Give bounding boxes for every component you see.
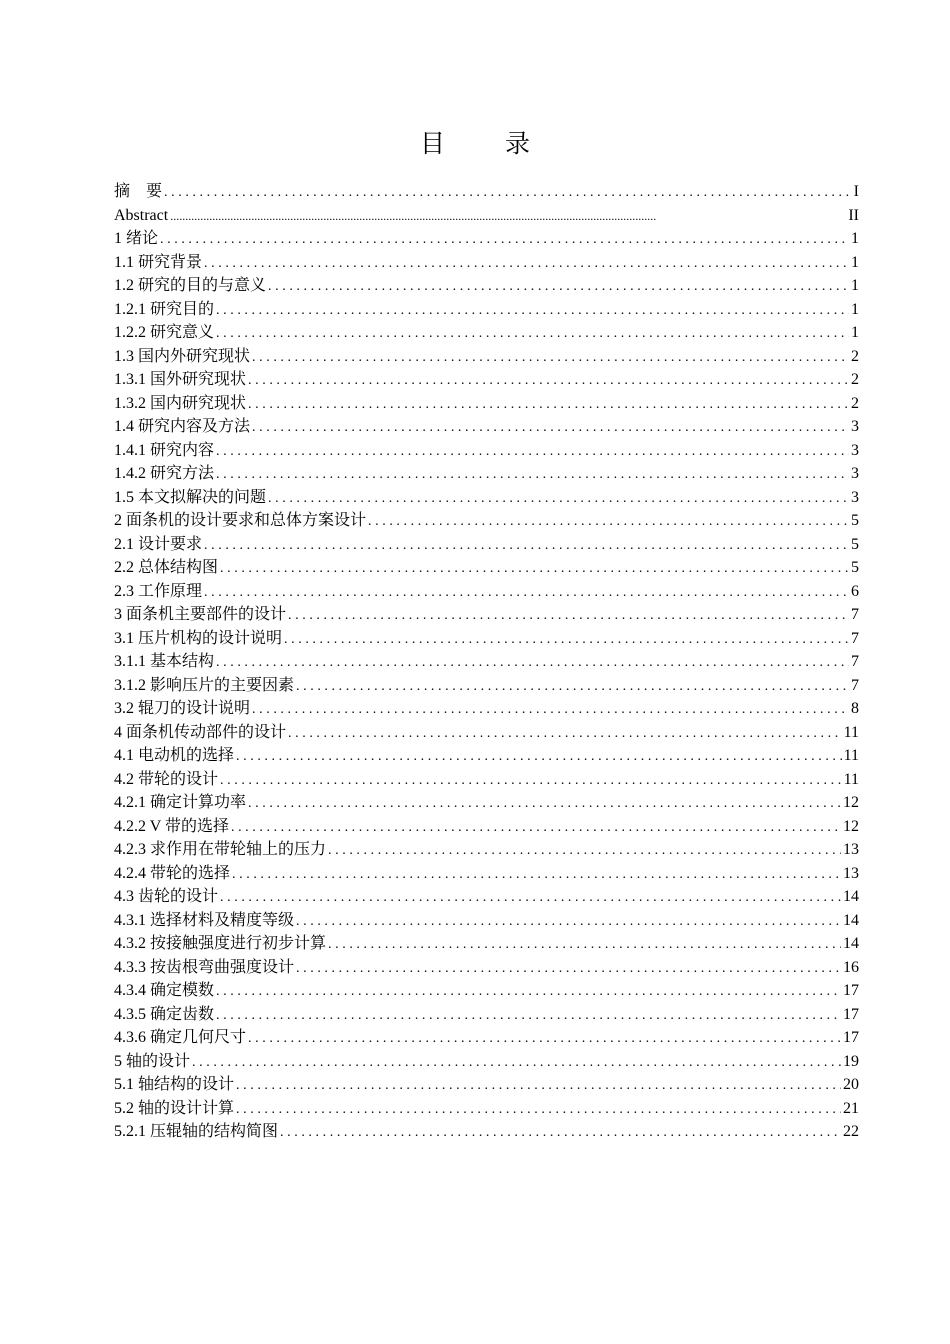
toc-entry-page-number: 5 — [851, 535, 859, 553]
toc-leader-dots — [268, 275, 849, 299]
toc-entry-label: 4 面条机传动部件的设计 — [114, 723, 287, 741]
toc-leader-dots — [284, 628, 849, 652]
toc-leader-dots — [204, 581, 849, 605]
toc-leader-dots — [216, 440, 849, 464]
toc-entry-label: 4.2.2 V 带的选择 — [114, 817, 229, 835]
toc-entry[interactable] — [114, 838, 859, 862]
toc-leader-dots — [232, 863, 841, 887]
table-of-contents — [114, 180, 859, 1144]
toc-leader-dots — [328, 933, 841, 957]
toc-entry-label: 1.5 本文拟解决的问题 — [114, 488, 267, 506]
toc-entry-label: 3.1 压片机构的设计说明 — [114, 629, 283, 647]
toc-entry-page-number: 17 — [843, 1005, 859, 1023]
toc-entry-label: 4.3.5 确定齿数 — [114, 1005, 215, 1023]
toc-entry[interactable] — [114, 368, 859, 392]
toc-leader-dots — [236, 745, 842, 769]
toc-entry[interactable] — [114, 1003, 859, 1027]
toc-entry[interactable] — [114, 580, 859, 604]
toc-entry-label: 1.3.1 国外研究现状 — [114, 371, 247, 388]
toc-entry[interactable] — [114, 227, 859, 251]
toc-leader-dots — [216, 980, 841, 1004]
toc-entry[interactable] — [114, 462, 859, 486]
toc-leader-dots — [236, 1098, 841, 1122]
toc-entry[interactable] — [114, 909, 859, 933]
toc-entry-label: 5 轴的设计 — [114, 1052, 191, 1070]
toc-entry-label: 1.3 国内外研究现状 — [114, 347, 251, 365]
toc-entry[interactable] — [114, 650, 859, 674]
toc-entry-label: 1.4.1 研究内容 — [114, 441, 215, 459]
toc-entry[interactable] — [114, 885, 859, 909]
toc-entry-label: 4.2.3 求作用在带轮轴上的压力 — [114, 841, 327, 858]
toc-entry[interactable] — [114, 603, 859, 627]
toc-entry-label: 1 绪论 — [114, 230, 159, 247]
toc-entry-label: 2.1 设计要求 — [114, 535, 203, 553]
toc-entry-label: 4.3.2 按接触强度进行初步计算 — [114, 935, 327, 952]
toc-leader-dots — [204, 252, 849, 276]
toc-entry[interactable] — [114, 627, 859, 651]
toc-entry[interactable] — [114, 697, 859, 721]
toc-leader-dots — [328, 839, 841, 863]
toc-leader-dots — [248, 393, 849, 417]
toc-entry-page-number: 5 — [851, 512, 859, 529]
toc-leader-dots — [268, 487, 849, 511]
toc-leader-dots — [280, 1121, 841, 1145]
toc-entry-label: Abstract — [114, 206, 169, 224]
toc-entry[interactable] — [114, 1097, 859, 1121]
toc-entry[interactable] — [114, 251, 859, 275]
toc-entry-label: 3.1.2 影响压片的主要因素 — [114, 676, 295, 694]
toc-entry-label: 4.1 电动机的选择 — [114, 747, 235, 764]
toc-entry-label: 4.2.4 带轮的选择 — [114, 864, 231, 882]
toc-entry-label: 5.2.1 压辊轴的结构简图 — [114, 1123, 279, 1140]
toc-leader-dots — [296, 910, 841, 934]
toc-entry[interactable] — [114, 768, 859, 792]
toc-entry-label: 摘 要 — [114, 183, 163, 200]
toc-leader-dots — [216, 299, 849, 323]
toc-entry-page-number: 8 — [851, 700, 859, 717]
toc-entry-label: 5.2 轴的设计计算 — [114, 1099, 235, 1117]
toc-entry[interactable] — [114, 1073, 859, 1097]
toc-leader-dots — [296, 675, 849, 699]
toc-entry-label: 5.1 轴结构的设计 — [114, 1076, 235, 1093]
toc-entry[interactable] — [114, 1050, 859, 1074]
toc-entry[interactable] — [114, 979, 859, 1003]
toc-leader-dots — [288, 604, 849, 628]
toc-leader-dots — [220, 886, 841, 910]
toc-entry-page-number: II — [848, 206, 859, 224]
toc-entry-label: 2 面条机的设计要求和总体方案设计 — [114, 512, 367, 529]
toc-entry[interactable] — [114, 345, 859, 369]
toc-entry-page-number: 7 — [851, 629, 859, 647]
toc-entry-page-number: 3 — [851, 465, 859, 482]
toc-leader-dots — [252, 416, 849, 440]
toc-entry-page-number: 7 — [851, 606, 859, 623]
toc-entry[interactable] — [114, 204, 859, 228]
toc-leader-dots — [160, 228, 849, 252]
toc-entry[interactable] — [114, 509, 859, 533]
toc-entry[interactable] — [114, 815, 859, 839]
toc-entry-label: 1.4 研究内容及方法 — [114, 418, 251, 435]
toc-entry-page-number: 14 — [843, 888, 859, 905]
toc-entry-page-number: 2 — [851, 394, 859, 412]
toc-entry-label: 1.4.2 研究方法 — [114, 465, 215, 482]
toc-entry-page-number: 6 — [851, 582, 859, 600]
toc-leader-dots — [220, 557, 849, 581]
toc-entry-label: 2.2 总体结构图 — [114, 559, 219, 576]
toc-leader-dots — [192, 1051, 841, 1075]
toc-entry-label: 4.3 齿轮的设计 — [114, 888, 219, 905]
toc-leader-dots — [220, 769, 842, 793]
toc-entry-label: 4.2 带轮的设计 — [114, 770, 219, 788]
toc-entry-page-number: 2 — [851, 371, 859, 388]
toc-entry[interactable] — [114, 674, 859, 698]
toc-leader-dots — [252, 698, 849, 722]
toc-entry-label: 4.3.4 确定模数 — [114, 982, 215, 999]
toc-leader-dots — [216, 1004, 841, 1028]
toc-entry-page-number: 3 — [851, 418, 859, 435]
toc-entry-label: 4.3.1 选择材料及精度等级 — [114, 911, 295, 929]
toc-leader-dots — [170, 205, 846, 229]
toc-entry[interactable] — [114, 180, 859, 204]
toc-entry-page-number: 22 — [843, 1123, 859, 1140]
toc-entry[interactable] — [114, 415, 859, 439]
toc-entry[interactable] — [114, 274, 859, 298]
toc-leader-dots — [231, 816, 841, 840]
toc-entry[interactable] — [114, 321, 859, 345]
toc-entry-page-number: 12 — [843, 794, 859, 811]
toc-entry-label: 1.3.2 国内研究现状 — [114, 394, 247, 412]
toc-entry-page-number: 21 — [843, 1099, 859, 1117]
page-title: 目 录 — [420, 129, 556, 158]
toc-entry[interactable] — [114, 721, 859, 745]
toc-entry[interactable] — [114, 556, 859, 580]
toc-entry-page-number: 13 — [843, 864, 859, 882]
toc-leader-dots — [296, 957, 841, 981]
toc-entry-label: 4.2.1 确定计算功率 — [114, 794, 247, 811]
toc-entry[interactable] — [114, 486, 859, 510]
toc-entry-page-number: 12 — [843, 817, 859, 835]
toc-entry-label: 4.3.6 确定几何尺寸 — [114, 1029, 247, 1046]
toc-entry[interactable] — [114, 744, 859, 768]
toc-entry-page-number: 2 — [851, 347, 859, 365]
toc-entry-page-number: I — [853, 183, 859, 200]
toc-entry-page-number: 1 — [851, 277, 859, 294]
toc-leader-dots — [236, 1074, 841, 1098]
toc-entry-page-number: 13 — [843, 841, 859, 858]
toc-entry-label: 1.1 研究背景 — [114, 253, 203, 271]
toc-entry[interactable] — [114, 956, 859, 980]
toc-leader-dots — [164, 181, 852, 205]
toc-entry-page-number: 17 — [843, 982, 859, 999]
toc-entry-page-number: 1 — [851, 230, 859, 247]
toc-leader-dots — [288, 722, 842, 746]
toc-entry-page-number: 3 — [851, 488, 859, 506]
toc-leader-dots — [248, 792, 841, 816]
toc-entry-page-number: 5 — [851, 559, 859, 576]
toc-entry-page-number: 11 — [843, 770, 859, 788]
toc-entry-label: 1.2 研究的目的与意义 — [114, 277, 267, 294]
toc-leader-dots — [216, 463, 849, 487]
toc-entry[interactable] — [114, 932, 859, 956]
toc-entry-page-number: 1 — [851, 324, 859, 341]
toc-leader-dots — [248, 1027, 841, 1051]
toc-entry-page-number: 7 — [851, 676, 859, 694]
toc-entry-page-number: 1 — [851, 300, 859, 318]
toc-entry-page-number: 1 — [851, 253, 859, 271]
toc-entry[interactable] — [114, 392, 859, 416]
toc-entry-label: 3.1.1 基本结构 — [114, 653, 215, 670]
toc-entry-label: 4.3.3 按齿根弯曲强度设计 — [114, 958, 295, 976]
toc-entry-page-number: 3 — [851, 441, 859, 459]
toc-leader-dots — [204, 534, 849, 558]
toc-entry[interactable] — [114, 439, 859, 463]
toc-entry-page-number: 14 — [843, 935, 859, 952]
toc-entry-page-number: 17 — [843, 1029, 859, 1046]
toc-leader-dots — [216, 322, 849, 346]
toc-entry[interactable] — [114, 791, 859, 815]
toc-entry[interactable] — [114, 1026, 859, 1050]
toc-entry-label: 3.2 辊刀的设计说明 — [114, 700, 251, 717]
toc-entry-page-number: 14 — [843, 911, 859, 929]
toc-leader-dots — [252, 346, 849, 370]
toc-leader-dots — [368, 510, 849, 534]
toc-entry-label: 2.3 工作原理 — [114, 582, 203, 600]
toc-leader-dots — [216, 651, 849, 675]
toc-entry-page-number: 19 — [843, 1052, 859, 1070]
toc-entry-label: 3 面条机主要部件的设计 — [114, 606, 287, 623]
toc-entry-page-number: 11 — [843, 747, 859, 764]
toc-entry-page-number: 7 — [851, 653, 859, 670]
toc-entry[interactable] — [114, 298, 859, 322]
toc-entry-page-number: 11 — [843, 723, 859, 741]
toc-entry-page-number: 16 — [843, 958, 859, 976]
toc-entry-page-number: 20 — [843, 1076, 859, 1093]
toc-leader-dots — [248, 369, 849, 393]
toc-entry[interactable] — [114, 1120, 859, 1144]
toc-entry[interactable] — [114, 862, 859, 886]
toc-entry[interactable] — [114, 533, 859, 557]
toc-entry-label: 1.2.1 研究目的 — [114, 300, 215, 318]
toc-entry-label: 1.2.2 研究意义 — [114, 324, 215, 341]
